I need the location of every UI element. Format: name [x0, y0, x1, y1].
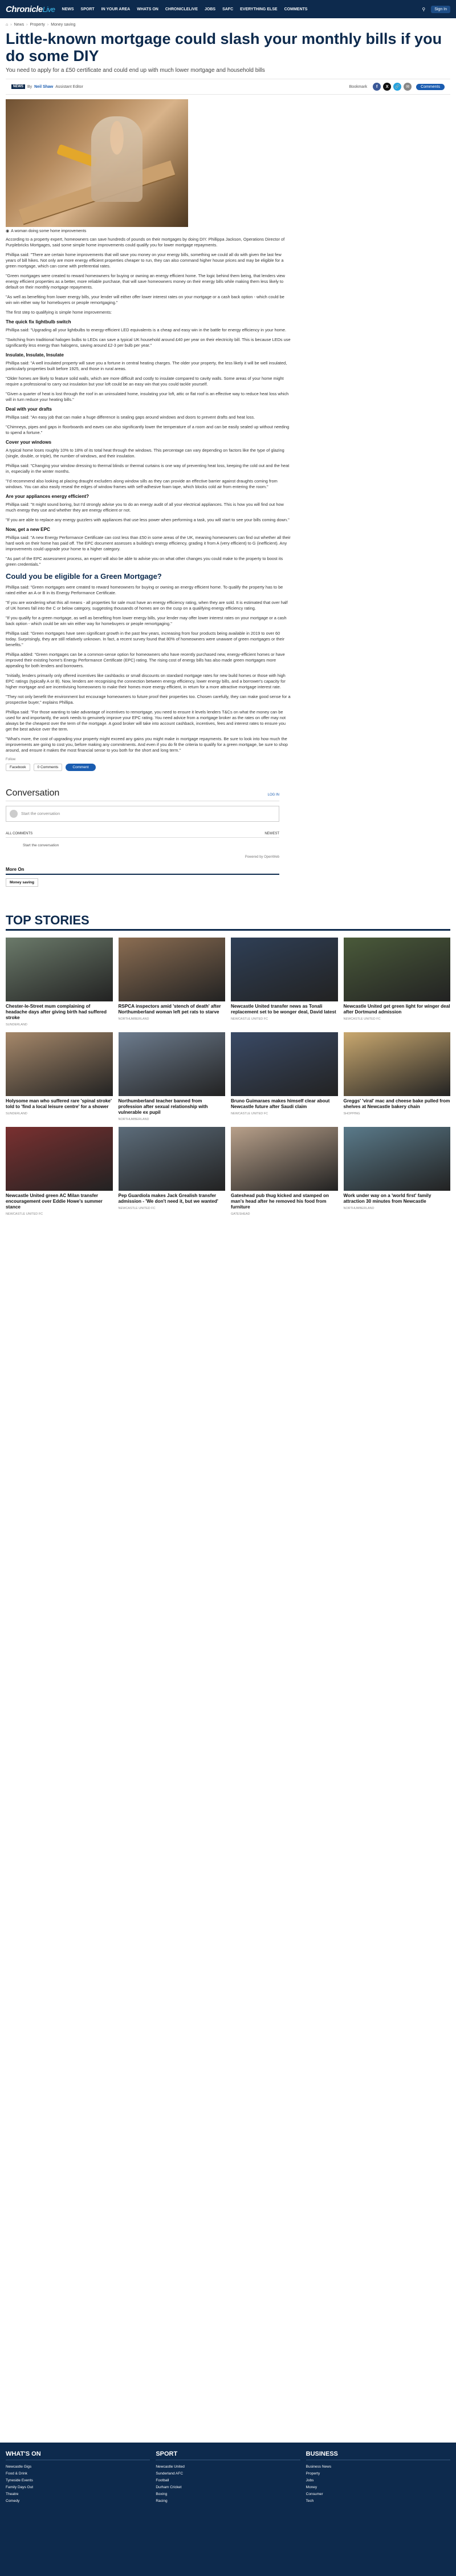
site-logo[interactable]: ChronicleLive — [6, 4, 55, 14]
article-subheading: Are your appliances energy efficient? — [6, 494, 89, 499]
author-link[interactable]: Neil Shaw — [34, 84, 54, 89]
comment-placeholder: Start the conversation — [21, 812, 60, 816]
article-paragraph: "I'd recommend also looking at placing draught excluders along window sills as they can provide an effective barrier against draughts coming from windows. You can also easily reseal the edges of window frames with self-adhesive foam tape, which blocks cold air from entering the room." — [6, 478, 278, 489]
home-icon[interactable]: ⌂ — [6, 23, 9, 27]
powered-by: Powered by OpenWeb — [245, 855, 279, 859]
article-paragraph: Phillipa said: "There are certain home improvements that will save you money on your energy bills, something we could all do with given the last few years of bill hikes. Not only are more energy efficient properties cheaper to run, they can also command higher house prices and may be eligible for a green mortgage, which can come with preferential rates. — [6, 252, 284, 269]
story-card[interactable] — [231, 1032, 338, 1121]
more-on-title: More On — [6, 867, 25, 872]
story-thumbnail[interactable] — [231, 1032, 338, 1096]
story-card[interactable] — [344, 938, 451, 1027]
footer-link[interactable]: Property — [306, 2472, 320, 2476]
comment-input[interactable] — [6, 806, 279, 822]
footer-column-title[interactable]: SPORT — [156, 2451, 300, 2460]
story-title[interactable]: Gateshead pub thug kicked and stamped on man's head after he removed his food from furniture — [231, 1193, 329, 1210]
story-thumbnail[interactable] — [119, 1032, 226, 1096]
article-paragraph: "Initially, lenders primarily only offered incentives like cashbacks or small discounts on standard mortgage rates for new build homes or those with high EPC ratings (typically A or B). Now, lenders are recognising the connection between energy efficiency, lower energy bills, and a borrower's capacity for higher mortgage and are incentivising homeowners to make their homes more energy efficient, in return for a more attractive mortgage interest rate. — [6, 673, 286, 689]
article-paragraph: Phillipa said: "Changing your window dressing to thermal blinds or thermal curtains is one way of preventing heat loss, keeping the cold out and the heat in, especially in the winter months. — [6, 463, 290, 474]
article-paragraph: Phillipa added: "Green mortgages can be a common-sense option for homeowners who have recently purchased new, energy-efficient homes or have improved their existing home's Energy Performance Certificate (EPC) rating. The rising cost of energy bills has also made green mortgages more appealing for both lenders and borrowers. — [6, 652, 285, 668]
camera-icon: ◉ — [6, 229, 10, 233]
nav-jobs[interactable]: JOBS — [205, 7, 216, 11]
footer-link[interactable]: Food & Drink — [6, 2472, 27, 2476]
article-paragraph: "Given a quarter of heat is lost through the roof in an uninsulated home, insulating your loft, attic or flat roof is an effective way to reduce heat loss which will in turn reduce your heating bills." — [6, 391, 289, 402]
story-title[interactable]: Newcastle United get green light for winger deal after Dortmund admission — [343, 1004, 450, 1015]
story-category[interactable]: NEWCASTLE UNITED FC — [343, 1017, 381, 1021]
breadcrumb-news[interactable]: News — [14, 23, 25, 27]
story-card[interactable] — [344, 1032, 451, 1121]
article-paragraph: Phillipa said: "A well insulated property will save you a fortune in central heating charges. The older your property, the less likely it will be well insulated, particularly properties built before 1925, and those in rural areas. — [6, 360, 287, 371]
article-byline — [6, 79, 450, 95]
article-paragraph: Phillipa said: "Upgrading all your lightbulbs to energy-efficient LED equivalents is a cheap and easy win in the battle for energy efficiency in your home. — [6, 327, 287, 332]
footer-link[interactable]: Football — [156, 2478, 169, 2482]
story-category[interactable]: SHOPPING — [343, 1112, 360, 1115]
story-thumbnail[interactable] — [231, 938, 338, 1001]
nav-sport[interactable]: SPORT — [80, 7, 95, 11]
story-thumbnail[interactable] — [6, 1127, 113, 1191]
topbar-actions — [422, 6, 450, 13]
story-card[interactable] — [119, 938, 226, 1027]
follow-label: Follow — [6, 758, 16, 761]
story-category[interactable]: NEWCASTLE UNITED FC — [231, 1017, 268, 1021]
footer-link[interactable]: Newcastle United — [156, 2465, 185, 2469]
footer-link[interactable]: Business News — [306, 2465, 332, 2469]
author-role: Assistant Editor — [55, 84, 83, 89]
story-thumbnail[interactable] — [6, 938, 113, 1001]
footer-link[interactable]: Consumer — [306, 2492, 323, 2496]
footer — [0, 2443, 456, 2576]
nav-comments[interactable]: COMMENTS — [284, 7, 308, 11]
conversation-start: Start the conversation — [23, 843, 59, 847]
footer-link[interactable]: Boxing — [156, 2492, 168, 2496]
article-subheading: Now, get a new EPC — [6, 527, 50, 532]
story-category[interactable]: GATESHEAD — [231, 1212, 250, 1216]
top-stories-title: TOP STORIES — [6, 913, 450, 931]
article-paragraph: "As well as benefiting from lower energy bills, your lender will either offer lower interest rates on your mortgage or a cash back option - which could be win win either way for homebuyers or people remortgaging." — [6, 294, 284, 305]
story-title[interactable]: Northumberland teacher banned from profession after sexual relationship with vulnerable ex pupil — [118, 1098, 208, 1115]
article-paragraph: According to a property expert, homeowners can save hundreds of pounds on their mortgages by doing DIY. Phillippa Jackson, Operations Director of Purplebricks Mortgages, said some simple home improvements could qualify you for lower mortgage repayments. — [6, 237, 285, 248]
conversation-header — [6, 788, 279, 801]
more-on-section — [6, 867, 450, 887]
story-category[interactable]: NORTHUMBERLAND — [118, 1017, 149, 1021]
breadcrumb-property[interactable]: Property — [30, 23, 45, 27]
article-paragraph: "If you qualify for a green mortgage, as well as benefiting from lower energy bills, your lender may offer lower interest rates on your mortgage or a cash back option - which could be win win either way for homebuyers or people remortgaging." — [6, 615, 287, 626]
news-badge: NEWS — [11, 84, 25, 89]
story-card[interactable] — [6, 1127, 113, 1216]
story-title[interactable]: Newcastle United transfer news as Tonali replacement set to be wonger deal, David latest — [231, 1004, 336, 1015]
story-thumbnail[interactable] — [231, 1127, 338, 1191]
comment-button[interactable]: Comment — [66, 764, 95, 771]
sign-in-button[interactable]: Sign In — [431, 6, 450, 13]
story-thumbnail[interactable] — [119, 938, 226, 1001]
nav-chroniclelive[interactable]: CHRONICLELIVE — [165, 7, 198, 11]
story-card[interactable] — [6, 938, 113, 1027]
top-stories-section — [6, 913, 450, 1216]
footer-link[interactable]: Tyneside Events — [6, 2478, 33, 2482]
story-category[interactable]: NORTHUMBERLAND — [118, 1118, 149, 1121]
footer-column — [6, 2451, 150, 2505]
nav-news[interactable]: NEWS — [62, 7, 74, 11]
footer-column — [156, 2451, 300, 2505]
breadcrumb: ⌂ › News › Property › Money saving — [6, 23, 76, 27]
nav-safc[interactable]: SAFC — [222, 7, 234, 11]
footer-link[interactable]: Racing — [156, 2499, 168, 2503]
article-paragraph: "Older homes are likely to feature solid walls, which are more difficult and costly to insulate compared to cavity walls. Some areas of your home might require a professional to carry out insulation but your loft could be an easy win that you could tackle yourself. — [6, 376, 284, 387]
story-title[interactable]: Holysome man who suffered rare 'spinal stroke' told to 'find a local leisure centre' for a shower — [6, 1098, 112, 1109]
comments-button[interactable]: Comments — [416, 84, 445, 90]
tab-all-comments[interactable]: ALL COMMENTS — [6, 832, 33, 835]
avatar — [10, 810, 18, 818]
story-card[interactable] — [119, 1032, 226, 1121]
article-subheading: Insulate, Insulate, Insulate — [6, 352, 64, 358]
conversation-section — [6, 788, 279, 859]
story-title[interactable]: Newcastle United green AC Milan transfer encouragement over Eddie Howe's summer stance — [6, 1193, 103, 1210]
footer-link[interactable]: Newcastle Gigs — [6, 2465, 32, 2469]
article-paragraph: Phillipa said: "An easy job that can make a huge difference is sealing gaps around windows and doors to prevent drafts and heat loss. — [6, 415, 255, 420]
top-navigation-bar — [0, 0, 456, 18]
byline-by: By — [27, 84, 32, 89]
story-thumbnail[interactable] — [344, 1127, 451, 1191]
story-category[interactable]: SUNDERLAND — [6, 1023, 27, 1027]
article-paragraph: Phillipa said: "Green mortgages were created to reward homeowners for buying or owning an energy efficient home. To qualify the property has to be rated either an A or B in its Energy Performance Certificate. — [6, 585, 283, 595]
article-paragraph: "If you are wondering what this all means - all properties for sale must have an energy efficiency rating, when they are sold. It is estimated that over half of UK homes fall into the C or below category, suggesting thousands of homes are on the cusp on a qualifying energy efficiency rating. — [6, 600, 288, 611]
article-title: Little-known mortgage could slash your monthly bills if you do some DIY — [6, 30, 442, 64]
article-paragraph: Phillipa said: "For those wanting to take advantage of incentives to remortgage, you need to ensure it levels lenders T&Cs on what the money can be used for and importantly, the work needs to genuinely improve your EPC rating. You need advice from a mortgage broker as the rates on offer may not always be the cheapest over the term of the mortgage. A good broker will take into account cashback, incentives, fees and interest rates to ensure you get the best advice over the term. — [6, 709, 286, 732]
footer-link[interactable]: Jobs — [306, 2478, 314, 2482]
article-actions — [6, 764, 291, 771]
story-category[interactable]: NEWCASTLE UNITED FC — [118, 1207, 156, 1210]
story-title[interactable]: Chester-le-Street mum complaining of headache days after giving birth had suffered stroke — [6, 1004, 107, 1020]
sort-newest[interactable]: NEWEST — [264, 832, 279, 835]
story-title[interactable]: Pep Guardiola makes Jack Grealish transfer admission - 'We don't need it, but we wanted' — [118, 1193, 218, 1204]
story-category[interactable]: NORTHUMBERLAND — [343, 1207, 374, 1210]
footer-link[interactable]: Durham Cricket — [156, 2485, 182, 2489]
article-paragraph: "If you are able to replace any energy guzzlers with appliances that use less power when performing a task, you will start to see your bills coming down." — [6, 517, 290, 522]
footer-link[interactable]: Money — [306, 2485, 317, 2489]
story-title[interactable]: Bruno Guimaraes makes himself clear about Newcastle future after Saudi claim — [231, 1098, 330, 1109]
hero-image — [6, 99, 188, 227]
footer-link[interactable]: Sunderland AFC — [156, 2472, 184, 2476]
article-standfirst: You need to apply for a £50 certificate and could end up with much lower mortgage and household bills — [6, 67, 265, 74]
article-subheading: Could you be eligible for a Green Mortgage? — [6, 572, 162, 581]
story-thumbnail[interactable] — [344, 938, 451, 1001]
story-thumbnail[interactable] — [119, 1127, 226, 1191]
story-card[interactable] — [231, 1127, 338, 1216]
facebook-icon[interactable]: f — [373, 83, 381, 91]
sidebar — [300, 95, 450, 771]
facebook-share-button[interactable]: Facebook — [6, 764, 30, 771]
nav-everything-else[interactable]: EVERYTHING ELSE — [240, 7, 278, 11]
nav-whats-on[interactable]: WHATS ON — [137, 7, 158, 11]
footer-column-title[interactable]: BUSINESS — [306, 2451, 450, 2460]
image-caption: ◉ A woman doing some home improvements — [6, 229, 87, 233]
article-paragraph: Phillipa said: "Green mortgages have seen significant growth in the past few years, increasing from four products being available in 2019 to over 60 today. Surprisingly, they are still relatively unknown. In fact, a recent survey found that 80% of homeowners were unaware of green mortgages or their benefits." — [6, 631, 284, 647]
footer-link[interactable]: Family Days Out — [6, 2485, 34, 2489]
story-category[interactable]: NEWCASTLE UNITED FC — [231, 1112, 268, 1115]
article-subheading: Deal with your drafts — [6, 407, 52, 412]
footer-link[interactable]: Comedy — [6, 2499, 20, 2503]
article-paragraph: Phillipa said: "It might sound boring, but I'd strongly advise you to do an energy audit of all your electrical appliances. This is how you will find out how much energy they use and whether they are energy efficient or not. — [6, 502, 284, 513]
comment-tabs — [6, 832, 279, 838]
story-title[interactable]: RSPCA inspectors amid 'stench of death' after Northumberland woman left pet rats to starve — [118, 1004, 221, 1015]
footer-column-title[interactable]: WHAT'S ON — [6, 2451, 150, 2460]
article-paragraph: "What's more, the cost of upgrading your property might exceed any gains you might make in mortgage repayments. Be sure to look into how much the improvements are going to cost you, before making any commitments. And even if you do fit the criteria to qualify for a green mortgage, be sure to shop around, and ensure it makes the most financial sense to you both for the short and long term." — [6, 736, 288, 753]
footer-link[interactable]: Tech — [306, 2499, 314, 2503]
article-paragraph: "As part of the EPC assessment process, an expert will also be able to advise you on what other changes you could make to the property to boost its green credentials." — [6, 556, 283, 567]
article-main — [6, 95, 291, 771]
breadcrumb-money-saving[interactable]: Money saving — [51, 23, 76, 27]
comment-count[interactable]: 0 Comments — [34, 764, 63, 771]
article-layout — [0, 95, 456, 771]
x-twitter-icon[interactable]: X — [383, 83, 391, 91]
article-subheading: Cover your windows — [6, 440, 52, 445]
search-icon[interactable]: ⚲ — [422, 6, 426, 12]
footer-columns — [6, 2451, 450, 2505]
article-paragraph: "Green mortgages were created to reward homeowners for buying or owning an energy efficient home. The logic behind them being, that lenders view energy efficient properties as a better, more reliable purchase, that will save homeowners money on their energy bills while making them less likely to default on their monthly mortgage repayments. — [6, 273, 285, 290]
article-body — [6, 237, 291, 753]
article-paragraph: "Switching from traditional halogen bulbs to LEDs can save a typical UK household around £40 per year on their electricity bill. This is because LEDs use significantly less energy than halogens, saving around £2-3 per bulb per year." — [6, 337, 291, 348]
story-thumbnail[interactable] — [6, 1032, 113, 1096]
story-category[interactable]: SUNDERLAND — [6, 1112, 27, 1115]
article-subheading: The quick fix lightbulb switch — [6, 319, 71, 324]
story-title[interactable]: Work under way on a 'world first' family attraction 30 minutes from Newcastle — [343, 1193, 431, 1204]
nav-in-your-area[interactable]: IN YOUR AREA — [101, 7, 131, 11]
story-thumbnail[interactable] — [344, 1032, 451, 1096]
login-link[interactable]: LOG IN — [267, 793, 279, 797]
email-icon[interactable]: ✉ — [404, 83, 412, 91]
tag-money-saving[interactable]: Money saving — [6, 878, 38, 887]
bookmark-button[interactable]: Bookmark — [349, 84, 368, 89]
article-paragraph: "Chimneys, pipes and gaps in floorboards and eaves can also significantly lower the temperature of a room and can be easily sealed up without needing to spend a fortune." — [6, 424, 290, 435]
footer-column — [306, 2451, 450, 2505]
article-paragraph: The first step to qualifying is simple home improvements: — [6, 310, 112, 315]
story-card[interactable] — [231, 938, 338, 1027]
footer-link[interactable]: Theatre — [6, 2492, 19, 2496]
story-category[interactable]: NEWCASTLE UNITED FC — [6, 1212, 43, 1216]
story-card[interactable] — [119, 1127, 226, 1216]
link-icon[interactable]: 🔗 — [393, 83, 401, 91]
article-paragraph: "They not only benefit the environment but encourage homeowners to future proof their properties too. Chosen carefully, they can make good sense for a prospective buyer," explains Phillipa. — [6, 694, 291, 705]
share-bar — [349, 83, 445, 91]
article-paragraph: A typical home loses roughly 10% to 18% of its total heat through the windows. This percentage can vary depending on factors like the type of glazing (single, double, or triple), the number of windows, and their insulation. — [6, 448, 284, 459]
story-title[interactable]: Greggs' 'viral' mac and cheese bake pulled from shelves at Newcastle bakery chain — [343, 1098, 450, 1109]
article-paragraph: Phillipa said: "A new Energy Performance Certificate can cost less than £50 in some areas of the UK, meaning homeowners can find out whether all their hard work on their home has paid off. The EPC document assesses a building's energy efficiency, grading it from A (very efficient) to G (inefficient). Any improvements could upgrade your home to a higher category. — [6, 535, 291, 551]
top-stories-grid — [6, 938, 450, 1216]
story-card[interactable] — [6, 1032, 113, 1121]
story-card[interactable] — [344, 1127, 451, 1216]
conversation-title: Conversation — [6, 788, 60, 798]
